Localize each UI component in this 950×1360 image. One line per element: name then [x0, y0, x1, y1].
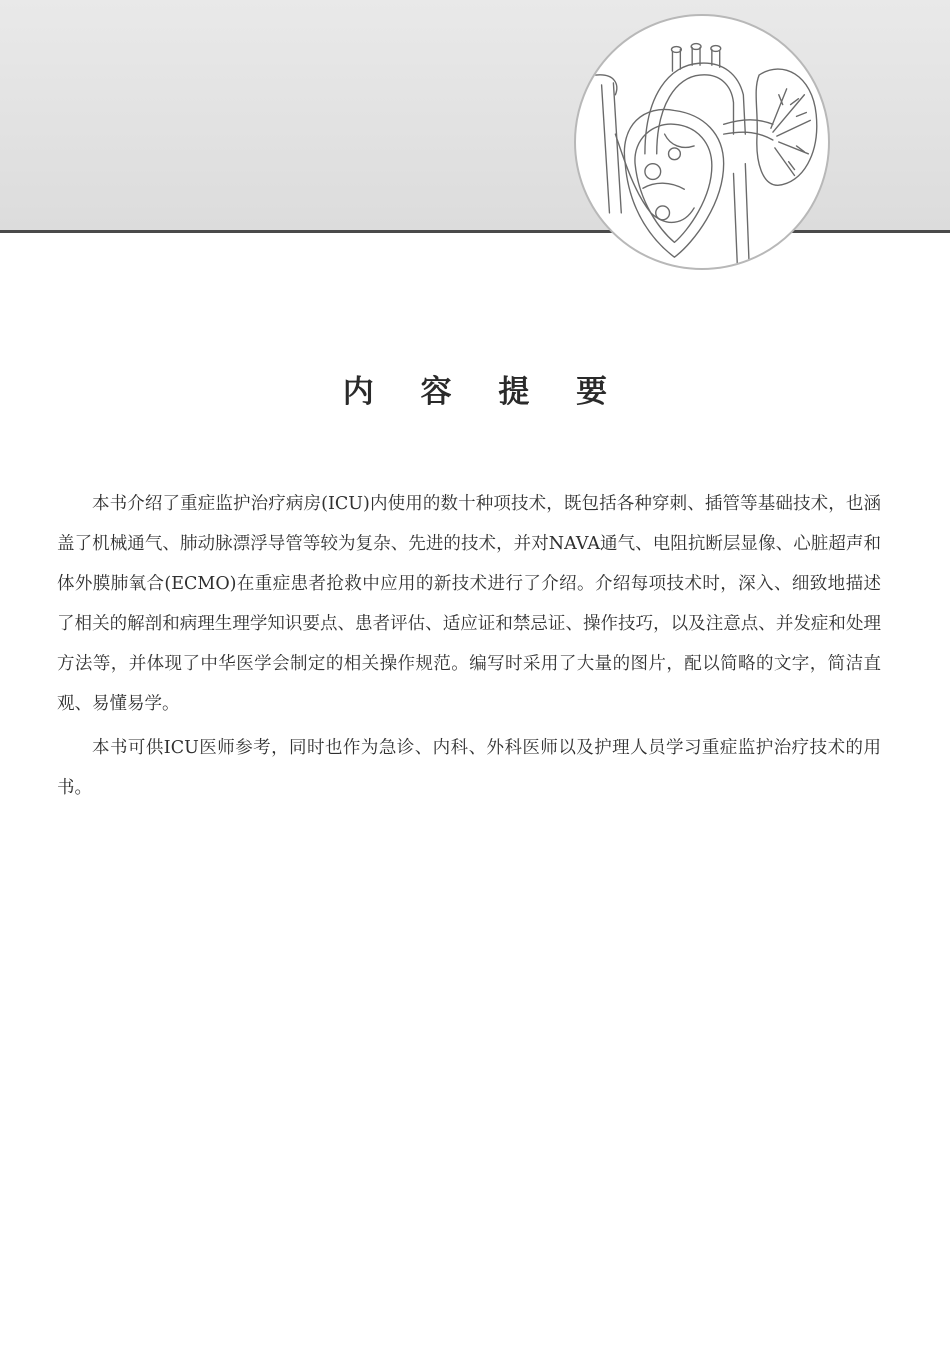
- summary-text: [57, 484, 881, 808]
- heart-anatomy-illustration-icon: [574, 14, 830, 270]
- header-rule: [0, 230, 950, 233]
- summary-paragraph-2: 本书可供ICU医师参考，同时也作为急诊、内科、外科医师以及护理人员学习重症监护治疗技术的用书。: [57, 738, 881, 798]
- page-title: 内 容 提 要: [342, 374, 626, 410]
- summary-paragraph-1: 本书介绍了重症监护治疗病房(ICU)内使用的数十种项技术，既包括各种穿刺、插管等基础技术，也涵盖了机械通气、肺动脉漂浮导管等较为复杂、先进的技术，并对NAVA通气、电阻抗断层显像、心脏超声和体外膜肺氧合(ECMO)在重症患者抢救中应用的新技术进行了介绍。介绍每项技术时，深入、细致地描述了相关的解剖和病理生理学知识要点、患者评估、适应证和禁忌证、操作技巧，以及注意点、并发症和处理方法等，并体现了中华医学会制定的相关操作规范。编写时采用了大量的图片，配以简略的文字，简洁直观、易懂易学。: [57, 494, 881, 714]
